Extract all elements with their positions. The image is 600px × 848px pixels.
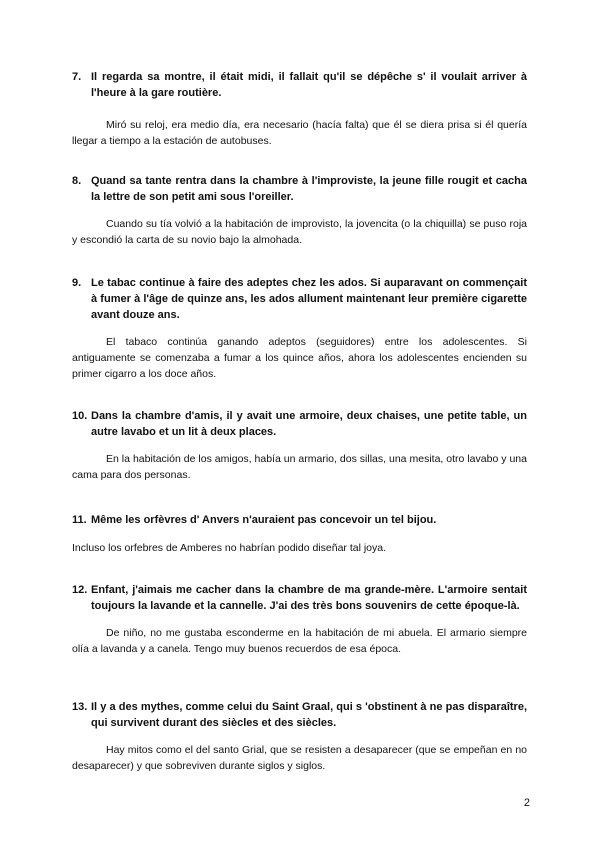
french-sentence: [72, 173, 527, 205]
french-text: Il y a des mythes, comme celui du Saint Graal, qui s 'obstinent à ne pas disparaître, qui survivent durant des siècles et des siècles.: [91, 701, 527, 729]
french-sentence: [72, 512, 527, 528]
item-number: 13.: [72, 701, 88, 713]
french-sentence: [72, 582, 527, 614]
french-sentence: [72, 408, 527, 440]
page-number: 2: [523, 797, 530, 809]
exercise-item-13: [72, 699, 527, 774]
spanish-translation: Miró su reloj, era medio día, era necesario (hacía falta) que él se diera prisa si él quería llegar a tiempo a la estación de autobuses.: [72, 119, 527, 147]
exercise-item-8: [72, 173, 527, 248]
french-text: Le tabac continue à faire des adeptes chez les ados. Si auparavant on commençait à fumer à l'âge de quinze ans, les ados allument maintenant leur première cigarette avant douze ans.: [91, 277, 527, 321]
spanish-translation: En la habitación de los amigos, había un armario, dos sillas, una mesita, otro lavabo y una cama para dos personas.: [72, 453, 527, 481]
french-text: Il regarda sa montre, il était midi, il fallait qu'il se dépêche s' il voulait arriver à l'heure à la gare routière.: [91, 71, 527, 99]
french-sentence: [72, 69, 527, 101]
spanish-translation: De niño, no me gustaba esconderme en la habitación de mi abuela. El armario siempre olía a lavanda y a canela. Tengo muy buenos recuerdos de esa época.: [72, 627, 527, 655]
spanish-translation: El tabaco continúa ganando adeptos (seguidores) entre los adolescentes. Si antiguamente se comenzaba a fumar a los quince años, ahora los adolescentes encienden su primer cigarro a los doce años.: [72, 336, 527, 380]
item-number: 11.: [72, 514, 87, 526]
item-number: 8.: [72, 175, 82, 187]
french-text: Enfant, j'aimais me cacher dans la chambre de ma grande-mère. L'armoire sentait toujours la lavande et la cannelle. J'ai des très bons souvenirs de cette époque-là.: [91, 584, 527, 612]
spanish-translation: Incluso los orfebres de Amberes no habrían podido diseñar tal joya.: [72, 542, 387, 554]
spanish-translation: Cuando su tía volvió a la habitación de improvisto, la jovencita (o la chiquilla) se puso roja y escondió la carta de su novio bajo la almohada.: [72, 218, 527, 246]
exercise-item-7: [72, 69, 527, 149]
exercise-item-11-translation: [72, 540, 527, 556]
item-number: 7.: [72, 71, 82, 83]
item-number: 9.: [72, 277, 82, 289]
exercise-item-11: [72, 512, 527, 528]
item-number: 10.: [72, 410, 88, 422]
exercise-item-12: [72, 582, 527, 657]
spanish-translation: Hay mitos como el del santo Grial, que se resisten a desaparecer (que se empeñan en no desaparecer) y que sobreviven durante siglos y siglos.: [72, 744, 527, 772]
french-sentence: [72, 699, 527, 731]
french-text: Quand sa tante rentra dans la chambre à l'improviste, la jeune fille rougit et cacha la lettre de son petit ami sous l'oreiller.: [91, 175, 527, 203]
french-text: Dans la chambre d'amis, il y avait une armoire, deux chaises, une petite table, un autre lavabo et un lit à deux places.: [91, 410, 527, 438]
exercise-item-9: [72, 275, 527, 382]
french-sentence: [72, 275, 527, 323]
item-number: 12.: [72, 584, 88, 596]
french-text: Même les orfèvres d' Anvers n'auraient pas concevoir un tel bijou.: [91, 514, 437, 526]
exercise-item-10: [72, 408, 527, 483]
